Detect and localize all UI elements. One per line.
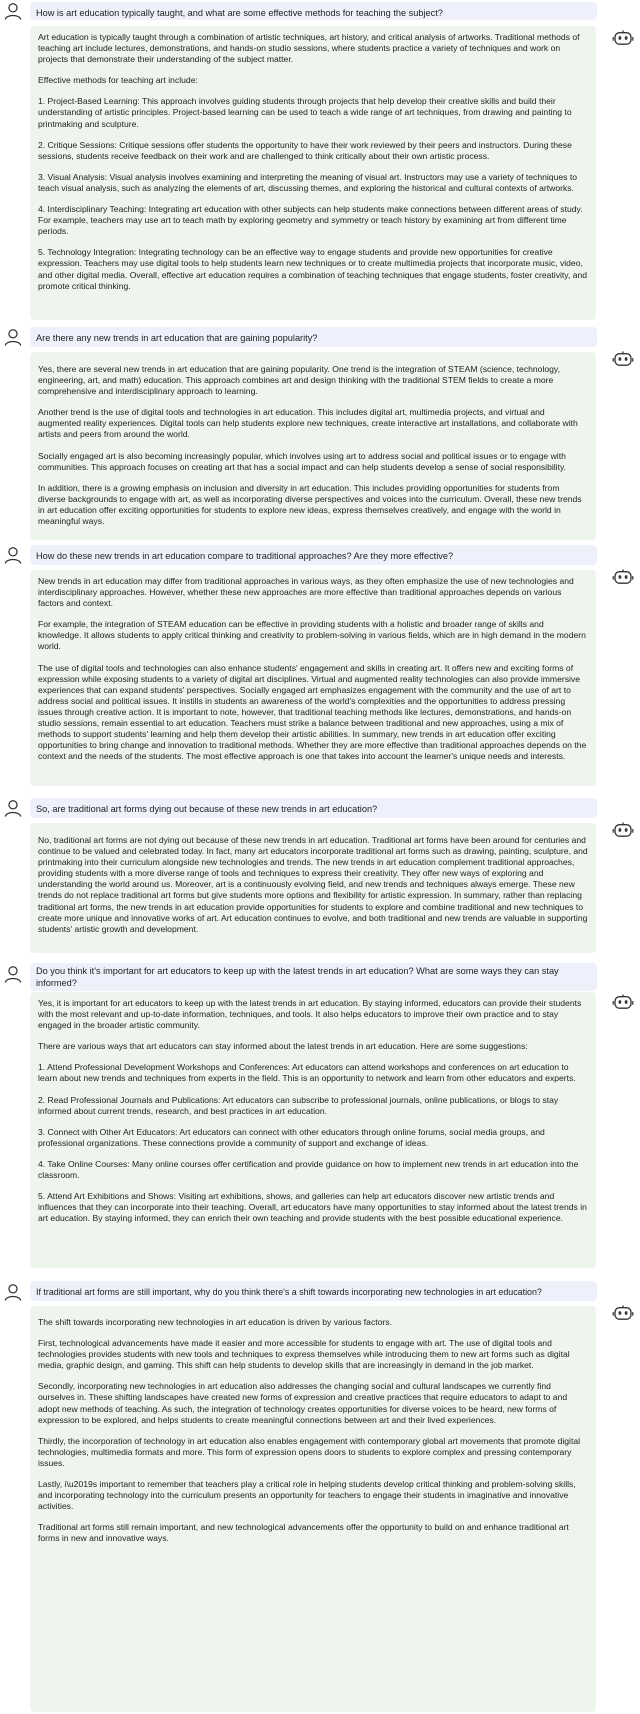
- answer-paragraph: 3. Connect with Other Art Educators: Art educators can connect with other educators through online forums, social media groups, and professional organizations. These connections provide a community of support and exchange of ideas.: [38, 1126, 545, 1148]
- answer-paragraph: In addition, there is a growing emphasis on inclusion and diversity in art education. This includes providing opportunities for students from diverse backgrounds to engage with art, as well as incorporating diverse perspectives and voices into the curriculum. Overall, these new trends in art education offer exciting opportunities for students to explore new ideas, express themselves creatively, and engage with the world in meaningful ways.: [38, 482, 582, 527]
- answer-paragraph: First, technological advancements have made it easier and more accessible for students to engage with art. The use of digital tools and technologies provides students with new tools and techniques to express themselves while introducing them to new art forms such as digital media, graphic design, and gaming. This shift can help students to develop skills that are increasingly in demand in the job market.: [38, 1338, 570, 1371]
- user-icon: [4, 1283, 22, 1301]
- answer-paragraph: The use of digital tools and technologies can also enhance students' engagement and skills in creating art. It offers new and exciting forms of expression while exposing students to a variety of digital art disciplines. Virtual and augmented reality technologies can also provide immersive experiences that can expand students' perspectives. Socially engaged art emphasizes engagement with the community and the use of art to address social and political issues. It instills in students an awareness of the world's complexities and the opportunities to address pressing issues through creative action. It is important to note, however, that traditional teaching methods like lectures, demonstrations, and hands-on studio sessions, remain essential to art education. Teachers must strike a balance between traditional and new approaches, using a mix of methods to support students' learning and help them develop their artistic abilities. In summary, new trends in art education offer exciting opportunities to bring change and innovation to traditional methods. Whether they are more effective than traditional approaches depends on the context and the needs of the students. The most effective approach is one that takes into account the learner's unique needs and interests.: [38, 662, 587, 762]
- user-message: Do you think it's important for art educators to keep up with the latest trends in art education? What are some ways they can stay informed?: [30, 963, 597, 991]
- user-icon: [4, 965, 22, 983]
- user-message: Are there any new trends in art education that are gaining popularity?: [30, 327, 597, 347]
- answer-paragraph: There are various ways that art educators can stay informed about the latest trends in art education. Here are some suggestions:: [38, 1041, 528, 1052]
- user-message: If traditional art forms are still important, why do you think there's a shift towards incorporating new technologies in art education?: [30, 1281, 597, 1301]
- user-message: So, are traditional art forms dying out because of these new trends in art education?: [30, 798, 597, 818]
- answer-paragraph: Traditional art forms still remain important, and new technological advancements offer the opportunity to build on and enhance traditional art forms in new and innovative ways.: [38, 1522, 569, 1544]
- assistant-message: [30, 823, 596, 953]
- assistant-message: [30, 570, 596, 786]
- assistant-message: [30, 26, 596, 320]
- user-icon: [4, 2, 22, 20]
- bot-icon: [612, 30, 634, 46]
- bot-icon: [612, 994, 634, 1010]
- answer-paragraph: 3. Visual Analysis: Visual analysis involves examining and interpreting the meaning of visual art. Instructors may use a variety of techniques to teach visual analysis, such as analyzing the elements of art, discussing themes, and exploring the historical and cultural contexts of artworks.: [38, 171, 577, 193]
- answer-paragraph: Art education is typically taught through a combination of artistic techniques, art history, and critical analysis of artworks. Traditional methods of teaching art include lectures, demonstrations, and hands-on studio sessions, where students practice a variety of techniques and work on projects that demonstrate their understanding of the subject matter.: [38, 32, 580, 65]
- answer-paragraph: New trends in art education may differ from traditional approaches in various ways, as they often emphasize the use of new technologies and interdisciplinary approaches. However, whether these new approaches are more effective than traditional approaches depends on various factors and context.: [38, 576, 574, 609]
- answer-paragraph: Thirdly, the incorporation of technology in art education also enables engagement with contemporary global art movements that promote digital technologies, multimedia formats and more. This form of expression opens doors to students to explore complex and pressing contemporary issues.: [38, 1435, 581, 1468]
- assistant-message: [30, 352, 596, 540]
- answer-paragraph: 2. Read Professional Journals and Publications: Art educators can subscribe to professional journals, online publications, or blogs to stay informed about current trends, research, and best practices in art education.: [38, 1094, 559, 1116]
- user-icon: [4, 799, 22, 817]
- answer-paragraph: Another trend is the use of digital tools and technologies in art education. This includes digital art, multimedia projects, and virtual and augmented reality experiences. Digital tools can help students explore new techniques, create interactive art installations, and collaborate with artists and peers from around the world.: [38, 407, 578, 440]
- answer-paragraph: Secondly, incorporating new technologies in art education also addresses the changing social and cultural landscapes we currently find ourselves in. These shifting landscapes have created new forms of expression and creative practices that require educators to adapt to and adopt new methods of teaching. As such, the integration of technology creates opportunities for diverse voices to be heard, new forms of expression to be explored, and helps students to create meaningful connections between art and their lived experiences.: [38, 1381, 568, 1425]
- answer-paragraph: 4. Interdisciplinary Teaching: Integrating art education with other subjects can help students make connections between different areas of study. For example, teachers may use art to teach math by exploring geometry and symmetry or teach history by examining art from different time periods.: [38, 204, 583, 237]
- answer-paragraph: 1. Attend Professional Development Workshops and Conferences: Art educators can attend workshops and conferences on art education to learn about new trends and techniques from experts in the field. This is an opportunity to network and learn from other educators and experts.: [38, 1062, 576, 1084]
- bot-icon: [612, 351, 634, 367]
- answer-paragraph: For example, the integration of STEAM education can be effective in providing students with a holistic and broader range of skills and knowledge. It allows students to apply critical thinking and creativity to problem-solving in various fields, which are in high demand in the modern world.: [38, 619, 586, 652]
- user-icon: [4, 328, 22, 346]
- bot-icon: [612, 822, 634, 838]
- answer-paragraph: Yes, there are several new trends in art education that are gaining popularity. One trend is the integration of STEAM (science, technology, engineering, art, and math) education. This approach combines art and design thinking with the traditional STEM fields to create a more comprehensive and interdisciplinary approach to learning.: [38, 364, 560, 397]
- answer-paragraph: 2. Critique Sessions: Critique sessions offer students the opportunity to have their work reviewed by their peers and instructors. During these sessions, students receive feedback on their work and are challenged to think critically about their own artistic process.: [38, 139, 572, 161]
- answer-paragraph: Socially engaged art is also becoming increasingly popular, which involves using art to address social and political issues or to engage with communities. This approach focuses on creating art that has a social impact and can help students develop a sense of social responsibility.: [38, 450, 567, 472]
- answer-paragraph: 4. Take Online Courses: Many online courses offer certification and provide guidance on how to implement new trends in art education into the classroom.: [38, 1158, 579, 1181]
- user-message: How is art education typically taught, and what are some effective methods for teaching the subject?: [30, 2, 597, 20]
- answer-paragraph: Effective methods for teaching art include:: [38, 75, 198, 86]
- answer-paragraph: 5. Attend Art Exhibitions and Shows: Visiting art exhibitions, shows, and galleries can help art educators discover new artistic trends and influences that they can incorporate into their teaching. Overall, art educators have many opportunities to stay informed about the latest trends in art education. By staying informed, they can enrich their own teaching and provide students with the best possible educational experience.: [38, 1191, 587, 1224]
- bot-icon: [612, 569, 634, 585]
- assistant-message: [30, 992, 596, 1268]
- answer-paragraph: Lastly, i\u2019s important to remember that teachers play a critical role in helping students develop critical thinking and problem-solving skills, and incorporating technology into the curriculum presents an opportunity for teachers to engage their students in imaginative and innovative activities.: [38, 1479, 576, 1512]
- user-message: How do these new trends in art education compare to traditional approaches? Are they more effective?: [30, 545, 597, 565]
- user-icon: [4, 546, 22, 564]
- answer-paragraph: 5. Technology Integration: Integrating technology can be an effective way to engage students and provide new opportunities for creative expression. Teachers may use digital tools to help students learn new techniques or to create multimedia projects that incorporate music, video, and other digital media. Overall, effective art education requires a combination of teaching techniques that engage students, foster creativity, and promote critical thinking.: [38, 247, 588, 291]
- bot-icon: [612, 1305, 634, 1321]
- answer-paragraph: No, traditional art forms are not dying out because of these new trends in art education. Traditional art forms have been around for centuries and continue to be valued and celebrated today. In fact, many art educators incorporate traditional art forms such as drawing, painting, sculpture, and printmaking into their curriculum alongside new technologies and trends. The new trends in art education complement traditional approaches, providing students with a more diverse range of tools and techniques to express their creativity. They offer new ways of exploring and understanding the world around us. Moreover, art is a continuously evolving field, and new trends and techniques always emerge. These new trends do not replace traditional art forms but give students more options and flexibility for artistic expression. In summary, rather than replacing traditional art forms, the new trends in art education provide opportunities for students to explore and combine traditional and new techniques to create more unique and innovative works of art. Art education continues to evolve, and both traditional and new trends are valuable in supporting students' artistic growth and development.: [38, 835, 588, 934]
- answer-paragraph: 1. Project-Based Learning: This approach involves guiding students through projects that help develop their creative skills and build their understanding of artistic principles. Project-based learning can be used to teach a wide range of art techniques, from drawing and painting to printmaking and sculpture.: [38, 96, 572, 129]
- answer-paragraph: The shift towards incorporating new technologies in art education is driven by various factors.: [38, 1317, 392, 1327]
- answer-paragraph: Yes, it is important for art educators to keep up with the latest trends in art education. By staying informed, educators can provide their students with the most relevant and up-to-date information, techniques, and tools. It also helps educators to improve their own practice and to stay engaged in the broader artistic community.: [38, 998, 582, 1031]
- assistant-message: [30, 1306, 596, 1712]
